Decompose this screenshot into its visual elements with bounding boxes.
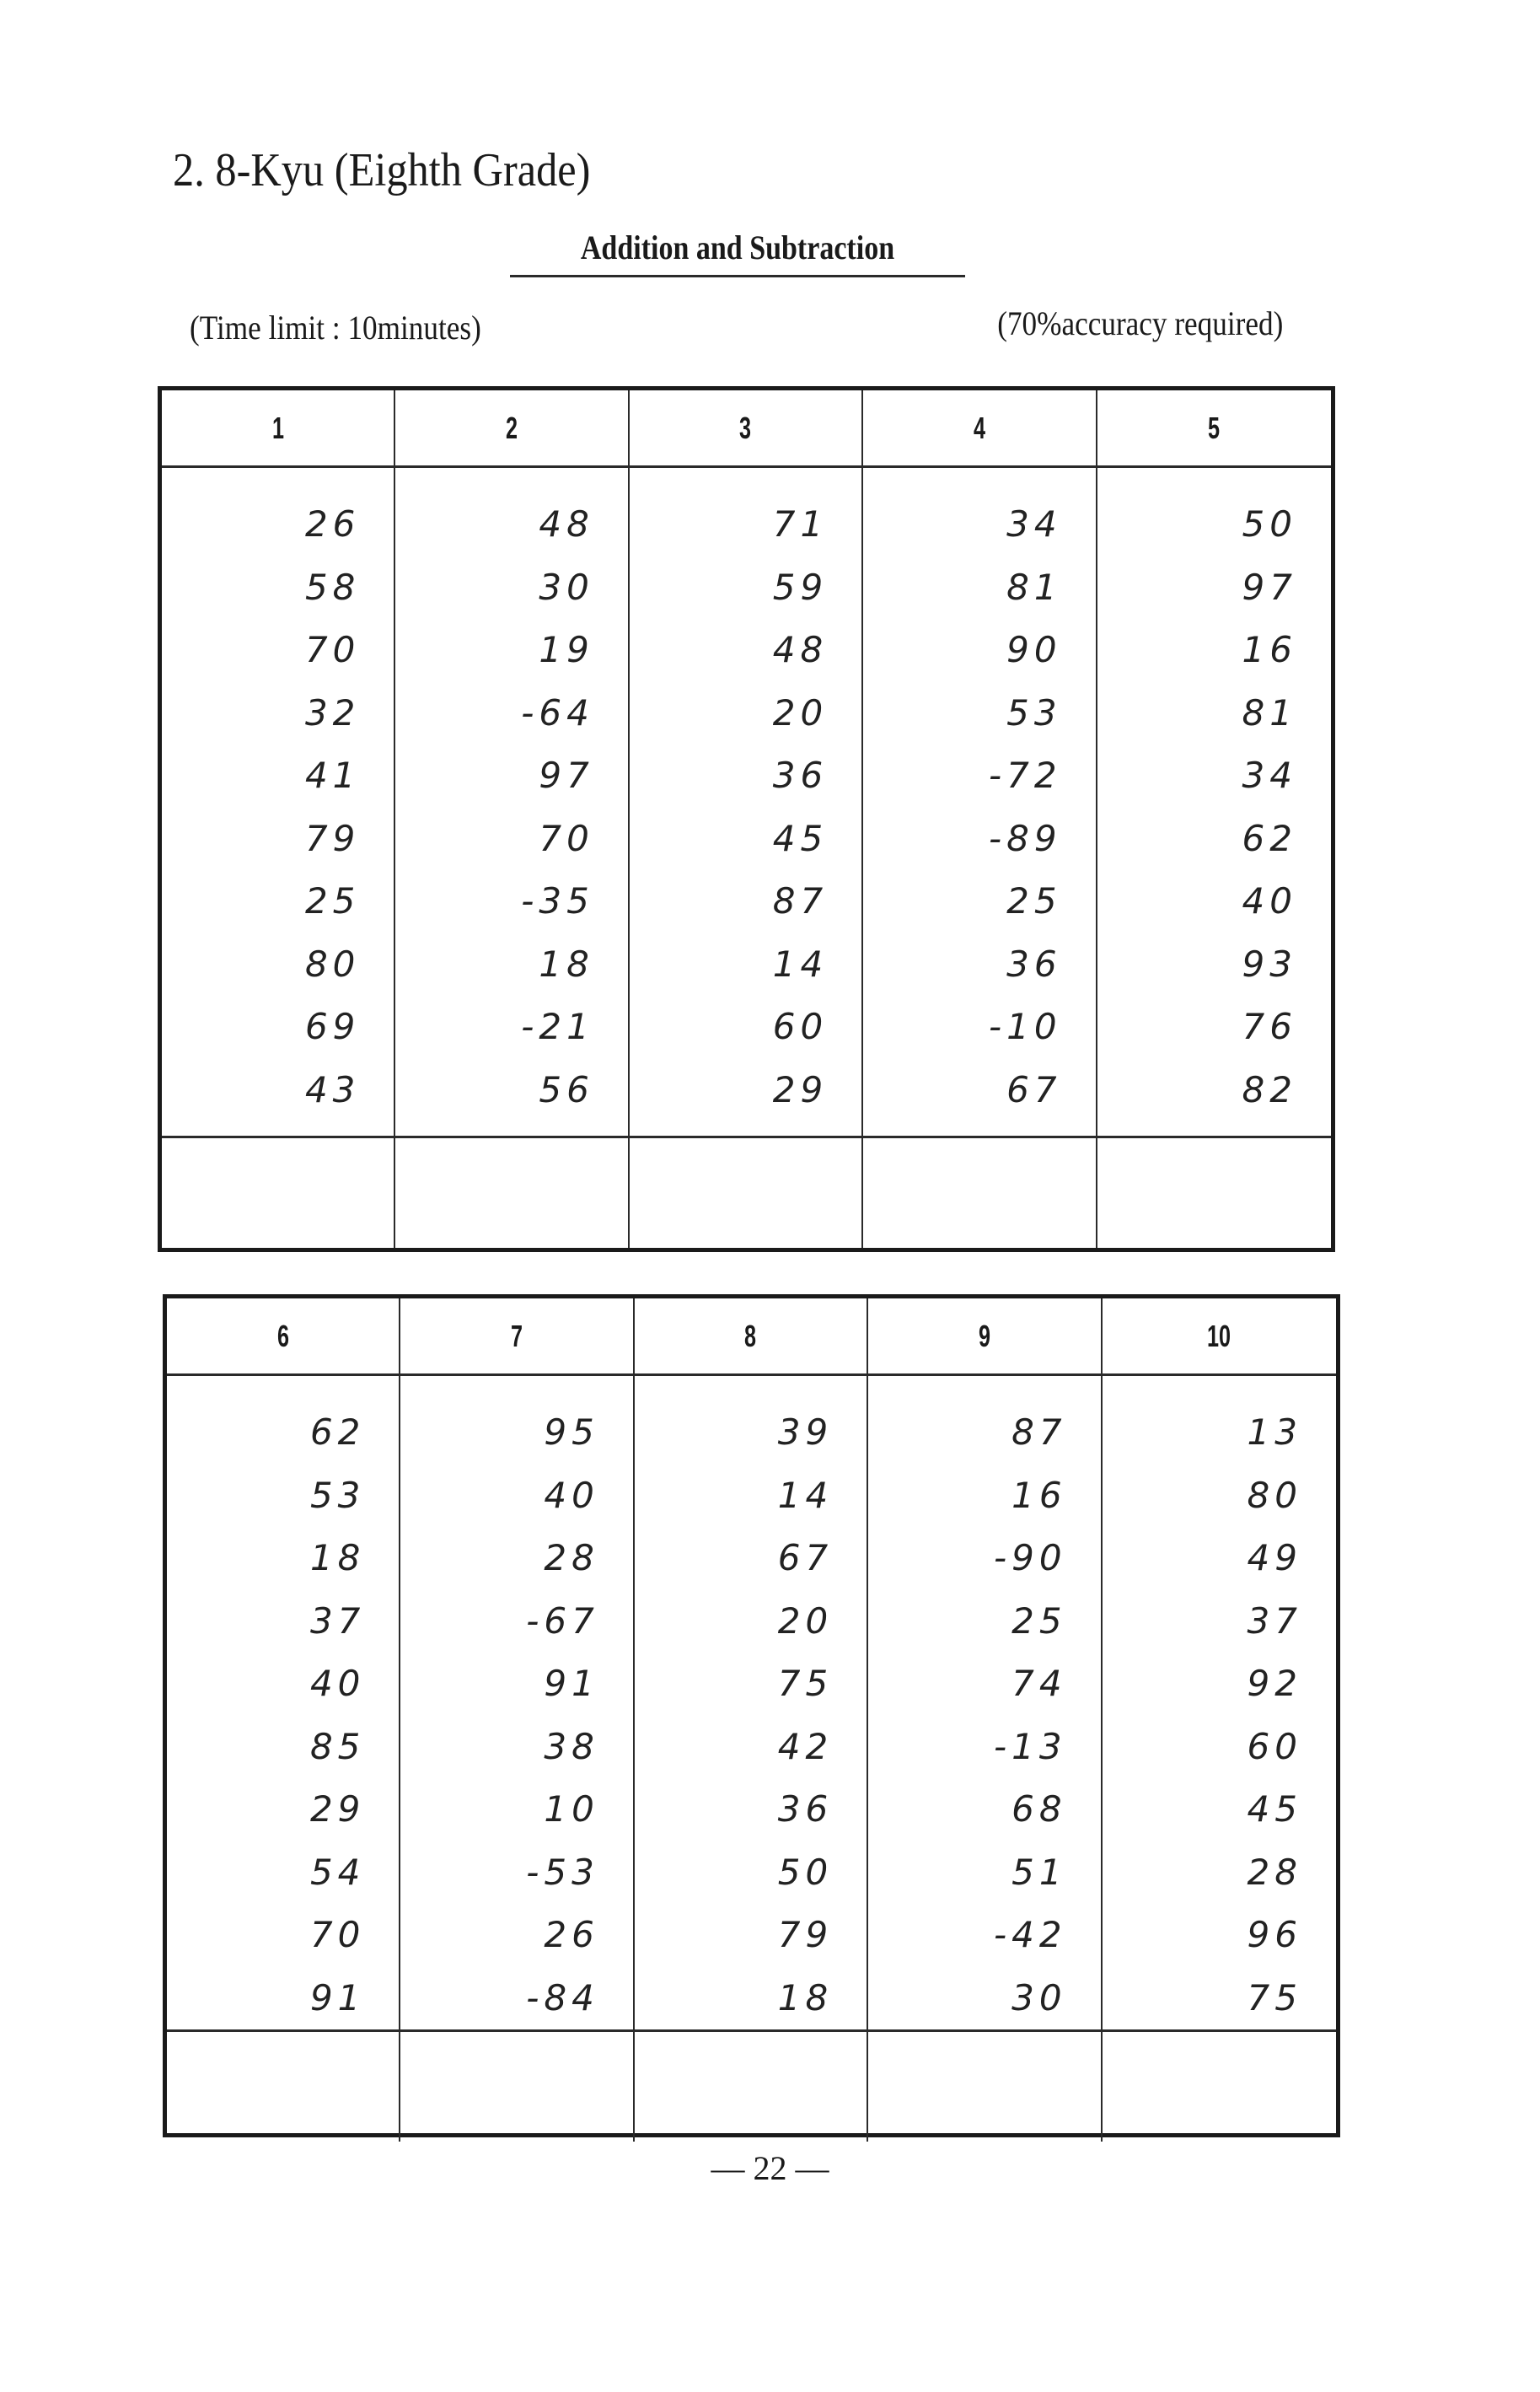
problem-term: 81 <box>1006 566 1062 608</box>
problem-term: 90 <box>1006 629 1062 670</box>
problem-term: 20 <box>777 1599 834 1642</box>
problem-term: 13 <box>1247 1411 1302 1453</box>
problem-term: 29 <box>772 1068 829 1110</box>
problem-term: -10 <box>988 1006 1062 1047</box>
problem-term: 97 <box>1242 566 1297 608</box>
problem-term: 79 <box>304 817 361 859</box>
answer-box[interactable] <box>630 1138 863 1248</box>
problem-term: 74 <box>1011 1663 1067 1704</box>
problem-number: 8 <box>744 1318 757 1353</box>
column-header <box>635 1298 868 1376</box>
problem-terms-cell <box>863 468 1097 1138</box>
page-heading: 2. 8-Kyu (Eighth Grade) <box>173 144 591 196</box>
problem-term: 14 <box>777 1474 834 1516</box>
problem-term: 70 <box>309 1914 366 1955</box>
problem-term: 92 <box>1247 1663 1302 1704</box>
problem-terms-cell <box>868 1376 1102 2032</box>
problem-table-1 <box>158 386 1335 1252</box>
problem-number: 4 <box>973 410 985 445</box>
problem-term: 97 <box>539 755 594 796</box>
problem-term: 80 <box>1247 1474 1302 1516</box>
problem-term: 43 <box>304 1068 361 1110</box>
problem-term: 16 <box>1011 1474 1067 1516</box>
column-header <box>630 390 863 468</box>
problem-term: 69 <box>304 1006 361 1047</box>
problem-term: -42 <box>993 1914 1067 1955</box>
problem-number: 2 <box>506 410 518 445</box>
problem-table-2 <box>163 1294 1340 2137</box>
column-header <box>1103 1298 1336 1376</box>
problem-number: 5 <box>1208 410 1221 445</box>
problem-term: 26 <box>544 1914 599 1955</box>
problem-term: 91 <box>544 1663 599 1704</box>
problem-term: 26 <box>304 503 361 545</box>
problem-term: -67 <box>526 1599 599 1642</box>
problem-term: 36 <box>1006 943 1062 985</box>
problem-term: 45 <box>1247 1788 1302 1830</box>
answer-box[interactable] <box>1103 2032 1336 2142</box>
problem-term: 40 <box>1242 880 1297 922</box>
problem-term: -53 <box>526 1851 599 1893</box>
problem-term: 18 <box>777 1976 834 2018</box>
problem-terms-cell <box>635 1376 868 2032</box>
problem-term: 53 <box>309 1474 366 1516</box>
problem-term: 54 <box>309 1851 366 1893</box>
problem-term: 48 <box>772 629 829 670</box>
answer-box[interactable] <box>863 1138 1097 1248</box>
problem-term: 60 <box>1247 1725 1302 1767</box>
problem-term: 28 <box>1247 1851 1302 1893</box>
problem-term: 39 <box>777 1411 834 1453</box>
problem-term: 40 <box>309 1663 366 1704</box>
problem-term: 16 <box>1242 629 1297 670</box>
column-header <box>162 390 395 468</box>
problem-term: 48 <box>539 503 594 545</box>
accuracy-note: (70%accuracy required) <box>996 304 1283 342</box>
problem-term: 25 <box>1011 1599 1067 1642</box>
problem-term: -64 <box>521 691 594 734</box>
problem-term: -21 <box>521 1006 594 1047</box>
answer-box[interactable] <box>635 2032 868 2142</box>
problem-term: 59 <box>772 566 829 608</box>
problem-term: 91 <box>309 1976 366 2018</box>
problem-term: 45 <box>772 817 829 859</box>
column-header <box>400 1298 634 1376</box>
problem-terms-cell <box>1103 1376 1336 2032</box>
problem-term: -72 <box>988 755 1062 796</box>
problem-term: 93 <box>1242 943 1297 985</box>
problem-terms-cell <box>1097 468 1331 1138</box>
problem-term: 41 <box>304 755 361 796</box>
problem-term: 50 <box>1242 503 1297 545</box>
problem-term: 40 <box>544 1474 599 1516</box>
problem-term: 81 <box>1242 691 1297 734</box>
problem-number: 3 <box>739 410 752 445</box>
problem-terms-cell <box>400 1376 634 2032</box>
problem-term: 53 <box>1006 691 1062 734</box>
problem-term: 30 <box>1011 1976 1067 2018</box>
problem-term: 75 <box>1247 1976 1302 2018</box>
problem-term: 96 <box>1247 1914 1302 1955</box>
problem-term: 30 <box>539 566 594 608</box>
problem-term: 71 <box>772 503 829 545</box>
answer-box[interactable] <box>162 1138 395 1248</box>
answer-box[interactable] <box>1097 1138 1331 1248</box>
problem-term: 36 <box>772 755 829 796</box>
problem-term: 19 <box>539 629 594 670</box>
answer-box[interactable] <box>400 2032 634 2142</box>
problem-term: 76 <box>1242 1006 1297 1047</box>
problem-term: 56 <box>539 1068 594 1110</box>
problem-term: 18 <box>309 1537 366 1578</box>
column-header <box>167 1298 400 1376</box>
problem-number: 10 <box>1207 1318 1231 1353</box>
problem-term: 20 <box>772 691 829 734</box>
problem-term: 32 <box>304 691 361 734</box>
problem-term: -13 <box>993 1725 1067 1767</box>
problem-term: 49 <box>1247 1537 1302 1578</box>
answer-box[interactable] <box>868 2032 1102 2142</box>
time-limit-note: (Time limit : 10minutes) <box>190 309 481 347</box>
problem-term: 10 <box>544 1788 599 1830</box>
answer-box[interactable] <box>167 2032 400 2142</box>
problem-term: 62 <box>1242 817 1297 859</box>
problem-term: 51 <box>1011 1851 1067 1893</box>
problem-term: 36 <box>777 1788 834 1830</box>
problem-term: 85 <box>309 1725 366 1767</box>
page-number: — 22 — <box>711 2149 829 2187</box>
problem-term: 50 <box>777 1851 834 1893</box>
problem-term: 62 <box>309 1411 366 1453</box>
problem-number: 1 <box>271 410 284 445</box>
problem-term: 68 <box>1011 1788 1067 1830</box>
problem-term: 70 <box>304 629 361 670</box>
problem-term: 34 <box>1242 755 1297 796</box>
problem-term: 25 <box>1006 880 1062 922</box>
problem-term: 25 <box>304 880 361 922</box>
problem-term: 60 <box>772 1006 829 1047</box>
problem-term: -35 <box>521 880 594 922</box>
problem-term: 67 <box>1006 1068 1062 1110</box>
problem-term: 38 <box>544 1725 599 1767</box>
problem-term: 28 <box>544 1537 599 1578</box>
problem-term: 37 <box>309 1599 366 1642</box>
problem-terms-cell <box>162 468 395 1138</box>
problem-term: 14 <box>772 943 829 985</box>
problem-term: 75 <box>777 1663 834 1704</box>
problem-term: -90 <box>993 1537 1067 1578</box>
problem-term: 87 <box>1011 1411 1067 1453</box>
problem-term: 67 <box>777 1537 834 1578</box>
problem-term: 37 <box>1247 1599 1302 1642</box>
problem-term: 95 <box>544 1411 599 1453</box>
problem-term: -89 <box>988 817 1062 859</box>
column-header <box>395 390 629 468</box>
subtitle-underline <box>510 275 965 277</box>
problem-number: 9 <box>978 1318 990 1353</box>
column-header <box>1097 390 1331 468</box>
problem-term: 87 <box>772 880 829 922</box>
problem-term: 42 <box>777 1725 834 1767</box>
problem-term: 82 <box>1242 1068 1297 1110</box>
column-header <box>868 1298 1102 1376</box>
problem-term: 34 <box>1006 503 1062 545</box>
problem-terms-cell <box>395 468 629 1138</box>
section-subtitle: Addition and Subtraction <box>580 228 895 266</box>
problem-number: 7 <box>511 1318 523 1353</box>
column-header <box>863 390 1097 468</box>
problem-term: -84 <box>526 1976 599 2018</box>
problem-term: 29 <box>309 1788 366 1830</box>
problem-term: 79 <box>777 1914 834 1955</box>
problem-terms-cell <box>167 1376 400 2032</box>
problem-terms-cell <box>630 468 863 1138</box>
problem-term: 18 <box>539 943 594 985</box>
problem-term: 70 <box>539 817 594 859</box>
problem-term: 80 <box>304 943 361 985</box>
answer-box[interactable] <box>395 1138 629 1248</box>
problem-term: 58 <box>304 566 361 608</box>
problem-number: 6 <box>276 1318 289 1353</box>
